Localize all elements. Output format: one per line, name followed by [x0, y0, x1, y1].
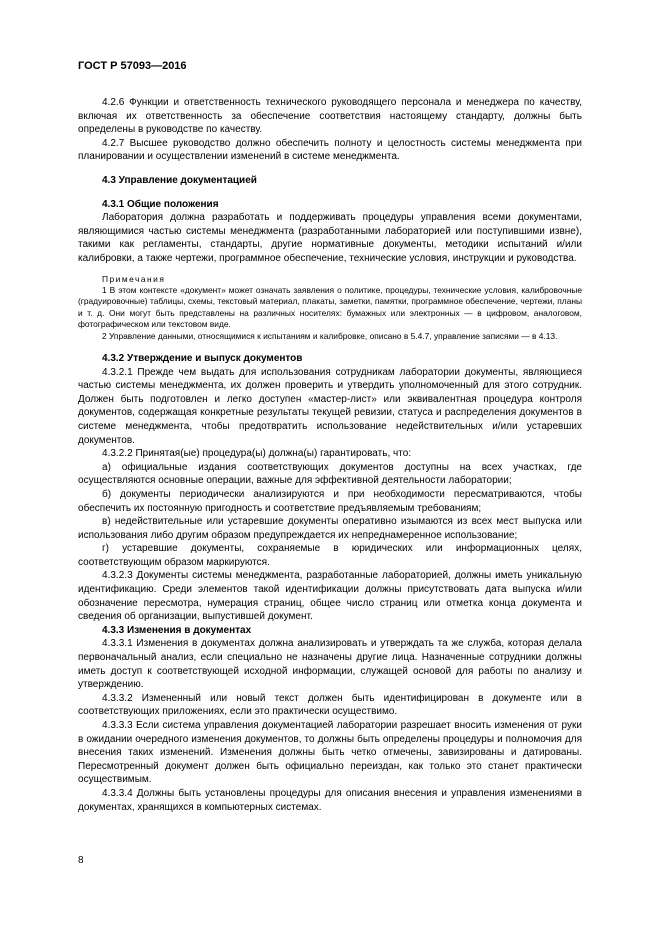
list-item-g: г) устаревшие документы, сохраняемые в юридических или информационных целях, соответствующим образом маркируются. — [78, 543, 582, 568]
paragraph-4-3-2-2: 4.3.2.2 Принятая(ые) процедура(ы) должна(ы) гарантировать, что: — [102, 448, 412, 460]
subsection-heading-4-3-2: 4.3.2 Утверждение и выпуск документов — [102, 352, 303, 364]
section-heading-4-3: 4.3 Управление документацией — [102, 174, 257, 186]
paragraph-4-3-2-3: 4.3.2.3 Документы системы менеджмента, разработанные лабораторией, должны иметь уникальную идентификацию. Среди элементов такой идентификации должны присутствовать дата выпуска и/или обозначение пересмотра, нумерация страниц, общее число страниц или отметка конца документа и сведения об организации, выпустившей документ. — [78, 570, 582, 623]
paragraph-4-2-7: 4.2.7 Высшее руководство должно обеспечить полноту и целостность системы менеджмента при планировании и осуществлении изменений в системе менеджмента. — [78, 137, 582, 163]
note-2: 2 Управление данными, относящимися к испытаниям и калибровке, описано в 5.4.7, управление записями — в 4.13. — [102, 330, 558, 341]
paragraph-4-3-3-3: 4.3.3.3 Если система управления документацией лаборатории разрешает вносить изменения от руки в ожидании очередного изменения документов, то должны быть определены процедуры и полномочия для внесения таких изменений. Изменения должны быть четко отмечены, завизированы и датированы. Пересмотренный документ должен быть официально переиздан, как только это станет практически осуществимым. — [78, 720, 582, 786]
document-code-header: ГОСТ Р 57093—2016 — [78, 60, 187, 72]
subsection-heading-4-3-1: 4.3.1 Общие положения — [102, 198, 219, 210]
paragraph-4-2-6: 4.2.6 Функции и ответственность технического руководящего персонала и менеджера по качеству, включая их ответственность за обеспечение соответствия настоящему стандарту, должны быть определены в руководстве по качеству. — [78, 97, 582, 136]
notes-title: Примечания — [102, 273, 166, 284]
list-item-a: а) официальные издания соответствующих документов доступны на всех участках, где осуществляются основные операции, важные для эффективной деятельности лаборатории; — [78, 461, 582, 487]
document-body — [78, 96, 582, 814]
note-1: 1 В этом контексте «документ» может означать заявления о политике, процедуры, технические условия, калибровочные (градуировочные) таблицы, схемы, текстовый материал, плакаты, заметки, памятки, программное обеспечение, чертежи, планы и т. д. Они могут быть представлены на различных носителях: бумажных или электронных — в цифровом, аналоговом, фотографическом или текстовом виде. — [78, 284, 582, 330]
paragraph-4-3-1: Лаборатория должна разработать и поддерживать процедуры управления всеми документами, являющимися частью системы менеджмента (разработанными лабораторией или поступившими извне), такими как регламенты, стандарты, другие нормативные документы, методики испытаний и/или калибровки, а также чертежи, программное обеспечение, технические условия, инструкции и руководства. — [78, 212, 582, 264]
paragraph-4-3-3-1: 4.3.3.1 Изменения в документах должна анализировать и утверждать та же служба, которая делала первоначальный анализ, если специально не назначены другие лица. Назначенные сотрудники должны иметь доступ к соответствующей исходной информации, служащей основой для работы по анализу и утверждению. — [78, 638, 582, 691]
list-item-v: в) недействительные или устаревшие документы оперативно изымаются из всех мест выпуска или использования либо другим образом предупреждается их непреднамеренное использование; — [78, 516, 582, 541]
notes-block — [78, 274, 582, 342]
paragraph-4-3-3-2: 4.3.3.2 Измененный или новый текст должен быть идентифицирован в документе или в соответствующих приложениях, если это практически осуществимо. — [78, 692, 582, 718]
subsection-heading-4-3-3: 4.3.3 Изменения в документах — [102, 624, 252, 636]
paragraph-4-3-2-1: 4.3.2.1 Прежде чем выдать для использования сотрудникам лаборатории документы, являющиеся частью системы менеджмента, их должен проверить и утвердить уполномоченный для этого сотрудник. Должен быть подготовлен и легко доступен «мастер-лист» или эквивалентная процедура контроля документов, содержащая конкретные результаты текущей ревизии, статуса и распределения документов в системе менеджмента, чтобы предотвратить использование недействительных и/или устаревших документов. — [78, 366, 582, 446]
list-item-b: б) документы периодически анализируются и при необходимости пересматриваются, чтобы обеспечить их постоянную пригодность и соответствие предъявляемым требованиям; — [78, 488, 582, 514]
paragraph-4-3-3-4: 4.3.3.4 Должны быть установлены процедуры для описания внесения и управления изменениями в документах, хранящихся в компьютерных системах. — [78, 787, 582, 813]
page-number: 8 — [78, 855, 84, 866]
